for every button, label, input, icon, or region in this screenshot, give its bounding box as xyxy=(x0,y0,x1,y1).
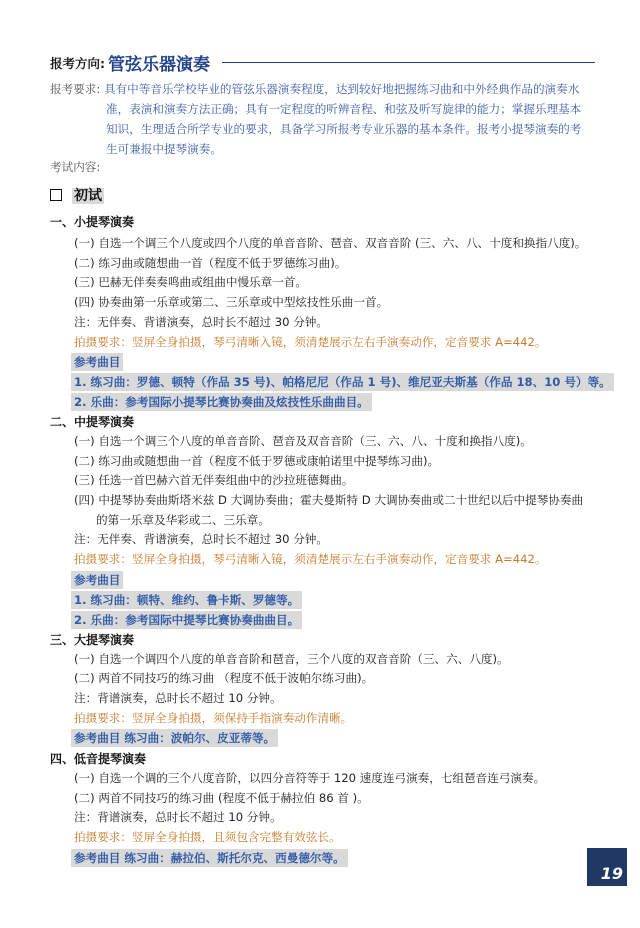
bass-reference: 参考曲目 练习曲：赫拉伯、斯托尔克、西曼德尔等。 xyxy=(71,849,348,867)
viola-item-1: (一) 自选一个调三个八度的单音音阶、琶音及双音音阶（三、六、八、十度和换指八度)。 xyxy=(74,434,532,448)
header-label: 报考方向: xyxy=(50,56,105,71)
cello-filming-requirement: 拍摄要求：竖屏全身拍摄，须保持手指演奏动作清晰。 xyxy=(74,711,353,725)
viola-reference-etudes: 1. 练习曲：顿特、维约、鲁卡斯、罗德等。 xyxy=(71,591,302,609)
viola-reference-pieces: 2. 乐曲：参考国际中提琴比赛协奏曲曲目。 xyxy=(71,611,302,629)
section-title-viola: 二、中提琴演奏 xyxy=(50,415,135,429)
page-number-box xyxy=(587,848,627,886)
requirements-line-2: 准，表演和演奏方法正确；具有一定程度的听辨音程、和弦及听写旋律的能力；掌握乐理基本 xyxy=(106,102,582,116)
viola-note: 注：无伴奏、背谱演奏，总时长不超过 30 分钟。 xyxy=(74,532,328,546)
requirements-line-4: 生可兼报中提琴演奏。 xyxy=(106,142,222,156)
bass-filming-requirement: 拍摄要求：竖屏全身拍摄，且须包含完整有效弦长。 xyxy=(74,830,341,844)
section-title-cello: 三、大提琴演奏 xyxy=(50,633,135,647)
cello-item-2: (二) 两首不同技巧的练习曲 （程度不低于波帕尔练习曲)。 xyxy=(74,671,374,685)
violin-reference-pieces: 2. 乐曲：参考国际小提琴比赛协奏曲及炫技性乐曲曲目。 xyxy=(71,393,372,411)
checkbox-icon xyxy=(50,189,62,201)
section-title-double-bass: 四、低音提琴演奏 xyxy=(50,752,147,766)
viola-item-4: (四) 中提琴协奏曲斯塔米兹 D 大调协奏曲；霍夫曼斯特 D 大调协奏曲或二十世纪以后中提琴协奏曲 xyxy=(74,493,584,507)
cello-note: 注：背谱演奏，总时长不超过 10 分钟。 xyxy=(74,691,282,705)
page-header xyxy=(50,50,595,74)
requirements-line-1: 报考要求: 具有中等音乐学校毕业的管弦乐器演奏程度，达到较好地把握练习曲和中外经典作品的演奏水 xyxy=(50,82,580,96)
violin-note: 注：无伴奏、背谱演奏，总时长不超过 30 分钟。 xyxy=(74,315,328,329)
violin-item-4: (四) 协奏曲第一乐章或第二、三乐章或中型炫技性乐曲一首。 xyxy=(74,295,389,309)
violin-item-3: (三) 巴赫无伴奏奏鸣曲或组曲中慢乐章一首。 xyxy=(74,275,308,289)
requirements-line-3: 知识，生理适合所学专业的要求，具备学习所报考专业乐器的基本条件。报考小提琴演奏的考 xyxy=(106,122,582,136)
violin-reference-etudes: 1. 练习曲：罗德、顿特（作品 35 号)、帕格尼尼（作品 1 号)、维尼亚夫斯基（作品 18、10 号）等。 xyxy=(71,373,614,391)
initial-exam-heading xyxy=(50,185,104,205)
content-label: 考试内容: xyxy=(50,160,101,174)
section-title-violin: 一、小提琴演奏 xyxy=(50,215,135,229)
violin-item-2: (二) 练习曲或随想曲一首（程度不低于罗德练习曲)。 xyxy=(74,256,347,270)
viola-item-4-continued: 的第一乐章及华彩或二、三乐章。 xyxy=(96,513,270,527)
initial-exam-label: 初试 xyxy=(74,188,102,204)
header-title: 管弦乐器演奏 xyxy=(108,55,210,75)
requirements-paragraph xyxy=(50,79,590,159)
page-number: 19 xyxy=(600,864,623,883)
violin-filming-requirement: 拍摄要求：竖屏全身拍摄，琴弓清晰入镜，须清楚展示左右手演奏动作，定音要求 A=442。 xyxy=(74,335,547,349)
viola-reference-title: 参考曲目 xyxy=(71,571,123,589)
bass-item-1: (一) 自选一个调的三个八度音阶，以四分音符等于 120 速度连弓演奏，七组琶音连弓演奏。 xyxy=(74,771,546,785)
bass-note: 注：背谱演奏，总时长不超过 10 分钟。 xyxy=(74,810,282,824)
violin-item-1: (一) 自选一个调三个八度或四个八度的单音音阶、琶音、双音音阶 (三、六、八、十度和换指八度)。 xyxy=(74,236,587,250)
viola-item-2: (二) 练习曲或随想曲一首（程度不低于罗德或康帕诺里中提琴练习曲)。 xyxy=(74,454,440,468)
violin-reference-title: 参考曲目 xyxy=(71,353,123,371)
cello-reference: 参考曲目 练习曲：波帕尔、皮亚蒂等。 xyxy=(71,729,278,747)
cello-item-1: (一) 自选一个调四个八度的单音音阶和琶音，三个八度的双音音阶（三、六、八度)。 xyxy=(74,652,509,666)
bass-item-2: (二) 两首不同技巧的练习曲 (程度不低于赫拉伯 86 首 )。 xyxy=(74,791,369,805)
viola-item-3: (三) 任选一首巴赫六首无伴奏组曲中的沙拉班德舞曲。 xyxy=(74,473,354,487)
viola-filming-requirement: 拍摄要求：竖屏全身拍摄，琴弓清晰入镜，须清楚展示左右手演奏动作，定音要求 A=442。 xyxy=(74,552,547,566)
header-rule xyxy=(222,62,595,63)
requirements-label: 报考要求: xyxy=(50,82,101,96)
